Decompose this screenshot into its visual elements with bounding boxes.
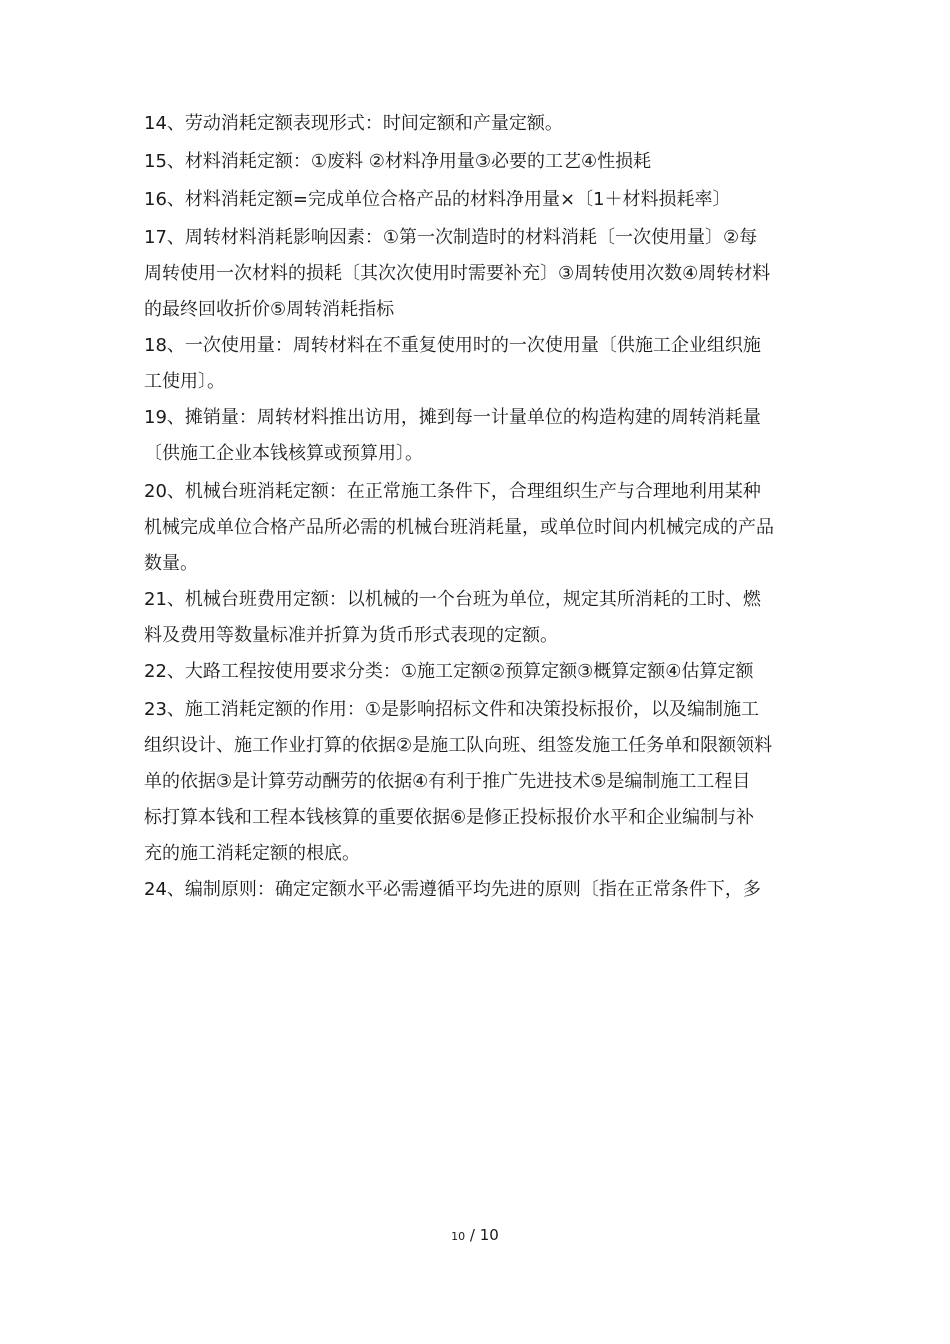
- page-number: [0, 1226, 950, 1244]
- text-line: 23、施工消耗定额的作用：①是影响招标文件和决策投标报价，以及编制施工: [144, 699, 760, 720]
- paragraph-21: [144, 582, 812, 654]
- total-pages: 10: [479, 1226, 499, 1244]
- paragraph-16: [144, 182, 812, 218]
- text-line: 标打算本钱和工程本钱核算的重要依据⑥是修正投标报价水平和企业编制与补: [144, 807, 755, 828]
- text-line: 21、机械台班费用定额：以机械的一个台班为单位，规定其所消耗的工时、燃: [144, 589, 761, 610]
- paragraph-14: [144, 106, 812, 142]
- document-body: [144, 106, 812, 908]
- text-line: 充的施工消耗定额的根底。: [144, 843, 360, 864]
- paragraph-18: [144, 328, 812, 400]
- text-line: 的最终回收折价⑤周转消耗指标: [144, 299, 395, 320]
- paragraph-24: [144, 872, 812, 908]
- text-line: 24、编制原则：确定定额水平必需遵循平均先进的原则〔指在正常条件下，多: [144, 879, 761, 900]
- text-line: 18、一次使用量：周转材料在不重复使用时的一次使用量〔供施工企业组织施: [144, 335, 761, 356]
- current-page: 10: [451, 1230, 466, 1243]
- text-line: 单的依据③是计算劳动酬劳的依据④有利于推广先进技术⑤是编制施工工程目: [144, 771, 751, 792]
- text-line: 15、材料消耗定额：①废料 ②材料净用量③必要的工艺④性损耗: [144, 151, 652, 172]
- paragraph-17: [144, 220, 812, 328]
- text-line: 机械完成单位合格产品所必需的机械台班消耗量，或单位时间内机械完成的产品: [144, 517, 774, 538]
- text-line: 组织设计、施工作业打算的依据②是施工队向班、组签发施工任务单和限额领料: [144, 735, 773, 756]
- paragraph-22: [144, 654, 812, 690]
- paragraph-23: [144, 692, 812, 872]
- paragraph-19: [144, 400, 812, 472]
- text-line: 16、材料消耗定额=完成单位合格产品的材料净用量×〔1＋材料损耗率〕: [144, 189, 731, 210]
- page-separator: /: [469, 1226, 475, 1244]
- text-line: 17、周转材料消耗影响因素：①第一次制造时的材料消耗〔一次使用量〕②每: [144, 227, 758, 248]
- text-line: 周转使用一次材料的损耗〔其次次使用时需要补充〕③周转使用次数④周转材料: [144, 263, 771, 284]
- text-line: 20、机械台班消耗定额：在正常施工条件下，合理组织生产与合理地利用某种: [144, 481, 761, 502]
- text-line: 数量。: [144, 553, 198, 574]
- text-line: 19、摊销量：周转材料推出访用，摊到每一计量单位的构造构建的周转消耗量: [144, 407, 761, 428]
- text-line: 工使用〕。: [144, 371, 225, 392]
- text-line: 〔供施工企业本钱核算或预算用〕。: [144, 443, 423, 464]
- paragraph-15: [144, 144, 812, 180]
- text-line: 14、劳动消耗定额表现形式：时间定额和产量定额。: [144, 113, 563, 134]
- text-line: 料及费用等数量标准并折算为货币形式表现的定额。: [144, 625, 558, 646]
- paragraph-20: [144, 474, 812, 582]
- text-line: 22、大路工程按使用要求分类：①施工定额②预算定额③概算定额④估算定额: [144, 661, 754, 682]
